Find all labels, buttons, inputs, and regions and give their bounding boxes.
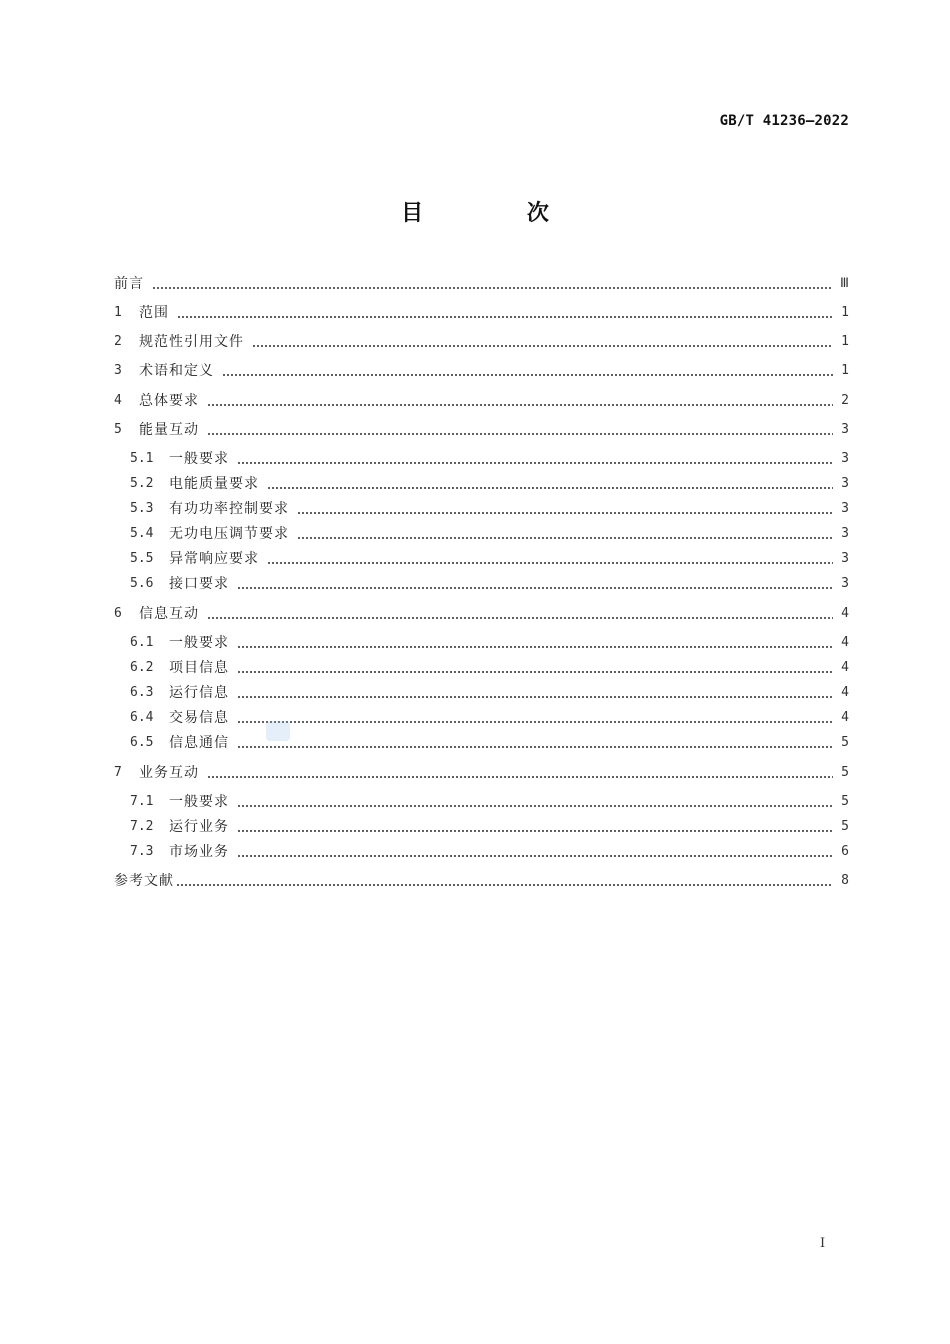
toc-entry-title: 接口要求: [169, 576, 229, 592]
toc-entry-number: 4: [114, 393, 122, 408]
toc-entry-number: 3: [114, 363, 122, 378]
toc-subentry[interactable]: [130, 524, 849, 544]
dot-leader: [237, 462, 833, 464]
toc-entry-title: 运行信息: [169, 685, 229, 701]
toc-entry-number: 6.1: [130, 635, 154, 650]
toc-entry[interactable]: [114, 361, 849, 381]
toc-entry-number: 5.4: [130, 526, 154, 541]
toc-subentry[interactable]: [130, 817, 849, 837]
toc-subentry[interactable]: [130, 733, 849, 753]
toc-entry-title: 市场业务: [169, 844, 229, 860]
toc-entry-title: 信息通信: [169, 735, 229, 751]
toc-entry-number: 6.5: [130, 735, 154, 750]
toc-entry-page: 3: [841, 422, 849, 437]
toc-entry-title: 参考文献: [114, 873, 174, 889]
toc-entry-title: 范围: [139, 305, 169, 321]
toc-subentry[interactable]: [130, 633, 849, 653]
toc-entry-number: 5.6: [130, 576, 154, 591]
toc-entry-page: 1: [841, 334, 849, 349]
toc-entry-number: 6.2: [130, 660, 154, 675]
dot-leader: [207, 404, 833, 406]
toc-entry[interactable]: [114, 420, 849, 440]
toc-entry[interactable]: [114, 391, 849, 411]
dot-leader: [252, 345, 833, 347]
toc-entry-page: 4: [841, 635, 849, 650]
toc-entry-title: 前言: [114, 276, 144, 292]
dot-leader: [207, 617, 833, 619]
dot-leader: [237, 721, 833, 723]
toc-subentry[interactable]: [130, 549, 849, 569]
dot-leader: [237, 646, 833, 648]
toc-entry-title: 项目信息: [169, 660, 229, 676]
toc-entry-number: 7.1: [130, 794, 154, 809]
toc-entry-preface[interactable]: [114, 274, 849, 294]
toc-entry-title: 规范性引用文件: [139, 334, 244, 350]
dot-leader: [177, 316, 833, 318]
toc-entry-page: 3: [841, 476, 849, 491]
toc-entry-number: 5.5: [130, 551, 154, 566]
toc-subentry[interactable]: [130, 842, 849, 862]
toc-entry-page: 5: [841, 819, 849, 834]
dot-leader: [176, 884, 833, 886]
toc-entry-title: 术语和定义: [139, 363, 214, 379]
toc-entry-page: 5: [841, 794, 849, 809]
toc-subentry[interactable]: [130, 574, 849, 594]
toc-entry-number: 6: [114, 606, 122, 621]
toc-entry-number: 5.2: [130, 476, 154, 491]
toc-entry-title: 一般要求: [169, 635, 229, 651]
toc-subentry[interactable]: [130, 449, 849, 469]
toc-subentry[interactable]: [130, 658, 849, 678]
toc-entry[interactable]: [114, 303, 849, 323]
dot-leader: [267, 562, 833, 564]
dot-leader: [297, 537, 833, 539]
toc-entry-title: 无功电压调节要求: [169, 526, 289, 542]
dot-leader: [237, 746, 833, 748]
toc-entry-title: 有功功率控制要求: [169, 501, 289, 517]
toc-subentry[interactable]: [130, 708, 849, 728]
toc-entry-number: 6.3: [130, 685, 154, 700]
toc-entry-page: 3: [841, 451, 849, 466]
toc-entry[interactable]: [114, 332, 849, 352]
toc-entry-number: 7.3: [130, 844, 154, 859]
toc-subentry[interactable]: [130, 683, 849, 703]
dot-leader: [237, 855, 833, 857]
toc-entry-title: 异常响应要求: [169, 551, 259, 567]
dot-leader: [237, 587, 833, 589]
dot-leader: [207, 433, 833, 435]
toc-entry-number: 5.3: [130, 501, 154, 516]
toc-entry-number: 7.2: [130, 819, 154, 834]
toc-entry-page: 4: [841, 685, 849, 700]
toc-entry-title: 一般要求: [169, 451, 229, 467]
dot-leader: [237, 805, 833, 807]
toc-entry-page: 4: [841, 710, 849, 725]
toc-entry-title: 运行业务: [169, 819, 229, 835]
toc-subentry[interactable]: [130, 474, 849, 494]
toc-entry-title: 能量互动: [139, 422, 199, 438]
toc-entry[interactable]: [114, 604, 849, 624]
page-title: 目 次: [401, 201, 597, 226]
dot-leader: [207, 776, 833, 778]
toc-entry-title: 信息互动: [139, 606, 199, 622]
toc-entry-number: 5: [114, 422, 122, 437]
toc-entry-title: 业务互动: [139, 765, 199, 781]
dot-leader: [222, 374, 833, 376]
toc-entry-page: 4: [841, 660, 849, 675]
toc-entry-references[interactable]: [114, 871, 849, 891]
toc-entry-title: 一般要求: [169, 794, 229, 810]
toc-entry-page: 6: [841, 844, 849, 859]
toc-entry-title: 电能质量要求: [169, 476, 259, 492]
dot-leader: [297, 512, 833, 514]
toc-entry-page: 5: [841, 765, 849, 780]
toc-entry-page: 1: [841, 305, 849, 320]
standard-code: GB/T 41236—2022: [719, 113, 849, 129]
dot-leader: [267, 487, 833, 489]
toc-subentry[interactable]: [130, 792, 849, 812]
dot-leader: [237, 830, 833, 832]
dot-leader: [237, 671, 833, 673]
toc-entry[interactable]: [114, 763, 849, 783]
toc-entry-page: 3: [841, 526, 849, 541]
toc-entry-number: 2: [114, 334, 122, 349]
toc-entry-number: 5.1: [130, 451, 154, 466]
toc-entry-page: 1: [841, 363, 849, 378]
dot-leader: [152, 287, 833, 289]
toc-subentry[interactable]: [130, 499, 849, 519]
toc-entry-page: 2: [841, 393, 849, 408]
toc-entry-page: 3: [841, 576, 849, 591]
toc-entry-page: 4: [841, 606, 849, 621]
toc-entry-number: 7: [114, 765, 122, 780]
watermark-logo: [266, 721, 290, 741]
toc-entry-page: 8: [841, 873, 849, 888]
toc-entry-title: 交易信息: [169, 710, 229, 726]
toc-entry-page: 3: [841, 501, 849, 516]
toc-entry-page: 5: [841, 735, 849, 750]
toc-entry-page: Ⅲ: [840, 276, 849, 291]
toc-entry-number: 1: [114, 305, 122, 320]
toc-entry-title: 总体要求: [139, 393, 199, 409]
dot-leader: [237, 696, 833, 698]
toc-entry-page: 3: [841, 551, 849, 566]
footer-page-number: Ⅰ: [820, 1236, 826, 1251]
toc-entry-number: 6.4: [130, 710, 154, 725]
